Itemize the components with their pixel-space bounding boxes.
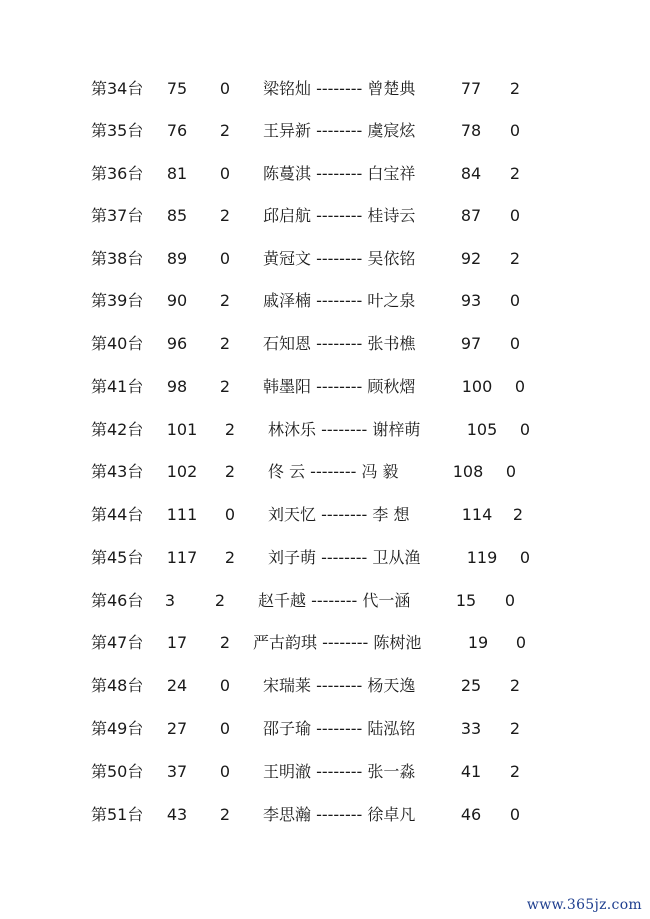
player2-score: 2 <box>509 762 521 781</box>
match-players: 王明澈 -------- 张一淼 <box>263 762 416 781</box>
player2-score: 2 <box>509 164 521 183</box>
player1-seed: 98 <box>166 377 188 396</box>
match-players: 宋瑞莱 -------- 杨天逸 <box>263 676 416 695</box>
player1-score: 2 <box>224 462 236 481</box>
player1-score: 0 <box>219 762 231 781</box>
player1-score: 2 <box>219 334 231 353</box>
pairing-row-46 <box>0 586 650 616</box>
player1-score: 2 <box>219 291 231 310</box>
player1-score: 2 <box>224 548 236 567</box>
pairing-row-45 <box>0 543 650 573</box>
player1-score: 0 <box>219 164 231 183</box>
player2-score: 0 <box>509 291 521 310</box>
player2-seed: 97 <box>460 334 482 353</box>
table-number: 第45台 <box>91 548 144 567</box>
match-players: 佟 云 -------- 冯 毅 <box>268 462 399 481</box>
match-players: 石知恩 -------- 张书樵 <box>263 334 416 353</box>
table-number: 第42台 <box>91 420 144 439</box>
player2-seed: 100 <box>461 377 493 396</box>
player2-score: 0 <box>519 420 531 439</box>
player2-score: 0 <box>514 377 526 396</box>
pairing-row-39 <box>0 286 650 316</box>
player1-seed: 90 <box>166 291 188 310</box>
table-number: 第46台 <box>91 591 144 610</box>
table-number: 第36台 <box>91 164 144 183</box>
player2-score: 0 <box>515 633 527 652</box>
table-number: 第38台 <box>91 249 144 268</box>
player1-score: 2 <box>219 633 231 652</box>
table-number: 第47台 <box>91 633 144 652</box>
player2-seed: 108 <box>452 462 484 481</box>
player2-score: 0 <box>504 591 516 610</box>
player1-seed: 24 <box>166 676 188 695</box>
pairing-row-35 <box>0 116 650 146</box>
player2-score: 0 <box>519 548 531 567</box>
player2-seed: 25 <box>460 676 482 695</box>
player2-seed: 87 <box>460 206 482 225</box>
player1-seed: 111 <box>166 505 198 524</box>
table-number: 第49台 <box>91 719 144 738</box>
player2-seed: 119 <box>466 548 498 567</box>
pairing-row-41 <box>0 372 650 402</box>
player1-seed: 89 <box>166 249 188 268</box>
table-number: 第34台 <box>91 79 144 98</box>
player2-score: 2 <box>509 249 521 268</box>
table-number: 第50台 <box>91 762 144 781</box>
pairing-row-37 <box>0 201 650 231</box>
match-players: 王异新 -------- 虞宸炫 <box>263 121 416 140</box>
player1-seed: 85 <box>166 206 188 225</box>
player1-seed: 37 <box>166 762 188 781</box>
player1-seed: 76 <box>166 121 188 140</box>
pairing-row-34 <box>0 74 650 104</box>
player2-score: 2 <box>509 79 521 98</box>
pairing-row-43 <box>0 457 650 487</box>
player1-seed: 81 <box>166 164 188 183</box>
match-players: 邱启航 -------- 桂诗云 <box>263 206 416 225</box>
player2-score: 0 <box>509 334 521 353</box>
player1-score: 2 <box>214 591 226 610</box>
player1-score: 0 <box>219 79 231 98</box>
player1-score: 2 <box>219 206 231 225</box>
table-number: 第43台 <box>91 462 144 481</box>
pairing-row-50 <box>0 757 650 787</box>
player2-seed: 78 <box>460 121 482 140</box>
player2-score: 0 <box>509 805 521 824</box>
player2-score: 2 <box>512 505 524 524</box>
player1-seed: 27 <box>166 719 188 738</box>
player2-score: 0 <box>509 206 521 225</box>
player2-seed: 105 <box>466 420 498 439</box>
match-players: 李思瀚 -------- 徐卓凡 <box>263 805 416 824</box>
player1-score: 0 <box>219 719 231 738</box>
match-players: 黄冠文 -------- 吴依铭 <box>263 249 416 268</box>
pairing-row-44 <box>0 500 650 530</box>
player2-score: 2 <box>509 719 521 738</box>
match-players: 戚泽楠 -------- 叶之泉 <box>263 291 416 310</box>
pairing-row-49 <box>0 714 650 744</box>
player2-seed: 19 <box>467 633 489 652</box>
match-players: 刘天忆 -------- 李 想 <box>268 505 410 524</box>
player1-score: 0 <box>219 676 231 695</box>
match-players: 赵千越 -------- 代一涵 <box>258 591 411 610</box>
match-players: 刘子萌 -------- 卫从渔 <box>268 548 421 567</box>
match-players: 严古韵琪 -------- 陈树池 <box>253 633 422 652</box>
player1-seed: 96 <box>166 334 188 353</box>
table-number: 第35台 <box>91 121 144 140</box>
player2-seed: 84 <box>460 164 482 183</box>
player1-seed: 43 <box>166 805 188 824</box>
site-watermark: www.365jz.com <box>526 897 642 913</box>
player2-seed: 114 <box>461 505 493 524</box>
pairing-row-38 <box>0 244 650 274</box>
table-number: 第37台 <box>91 206 144 225</box>
player1-seed: 102 <box>166 462 198 481</box>
pairing-row-42 <box>0 415 650 445</box>
table-number: 第51台 <box>91 805 144 824</box>
player2-seed: 41 <box>460 762 482 781</box>
player2-seed: 92 <box>460 249 482 268</box>
match-players: 梁铭灿 -------- 曾楚典 <box>263 79 416 98</box>
table-number: 第44台 <box>91 505 144 524</box>
player1-score: 2 <box>224 420 236 439</box>
player1-score: 2 <box>219 377 231 396</box>
player2-seed: 33 <box>460 719 482 738</box>
player2-score: 2 <box>509 676 521 695</box>
player2-score: 0 <box>509 121 521 140</box>
player1-seed: 17 <box>166 633 188 652</box>
player1-seed: 3 <box>164 591 176 610</box>
table-number: 第39台 <box>91 291 144 310</box>
player1-score: 0 <box>219 249 231 268</box>
player1-score: 2 <box>219 121 231 140</box>
player2-seed: 15 <box>455 591 477 610</box>
player1-seed: 75 <box>166 79 188 98</box>
pairing-row-40 <box>0 329 650 359</box>
match-players: 陈蔓淇 -------- 白宝祥 <box>263 164 416 183</box>
player2-seed: 46 <box>460 805 482 824</box>
match-players: 林沐乐 -------- 谢梓萌 <box>268 420 421 439</box>
pairing-row-51 <box>0 800 650 830</box>
table-number: 第40台 <box>91 334 144 353</box>
table-number: 第48台 <box>91 676 144 695</box>
pairing-row-47 <box>0 628 650 658</box>
match-players: 韩墨阳 -------- 顾秋熠 <box>263 377 416 396</box>
pairing-row-48 <box>0 671 650 701</box>
player1-seed: 117 <box>166 548 198 567</box>
player1-score: 2 <box>219 805 231 824</box>
pairing-row-36 <box>0 159 650 189</box>
player2-score: 0 <box>505 462 517 481</box>
match-players: 邵子瑜 -------- 陆泓铭 <box>263 719 416 738</box>
player2-seed: 77 <box>460 79 482 98</box>
player1-seed: 101 <box>166 420 198 439</box>
player2-seed: 93 <box>460 291 482 310</box>
table-number: 第41台 <box>91 377 144 396</box>
player1-score: 0 <box>224 505 236 524</box>
